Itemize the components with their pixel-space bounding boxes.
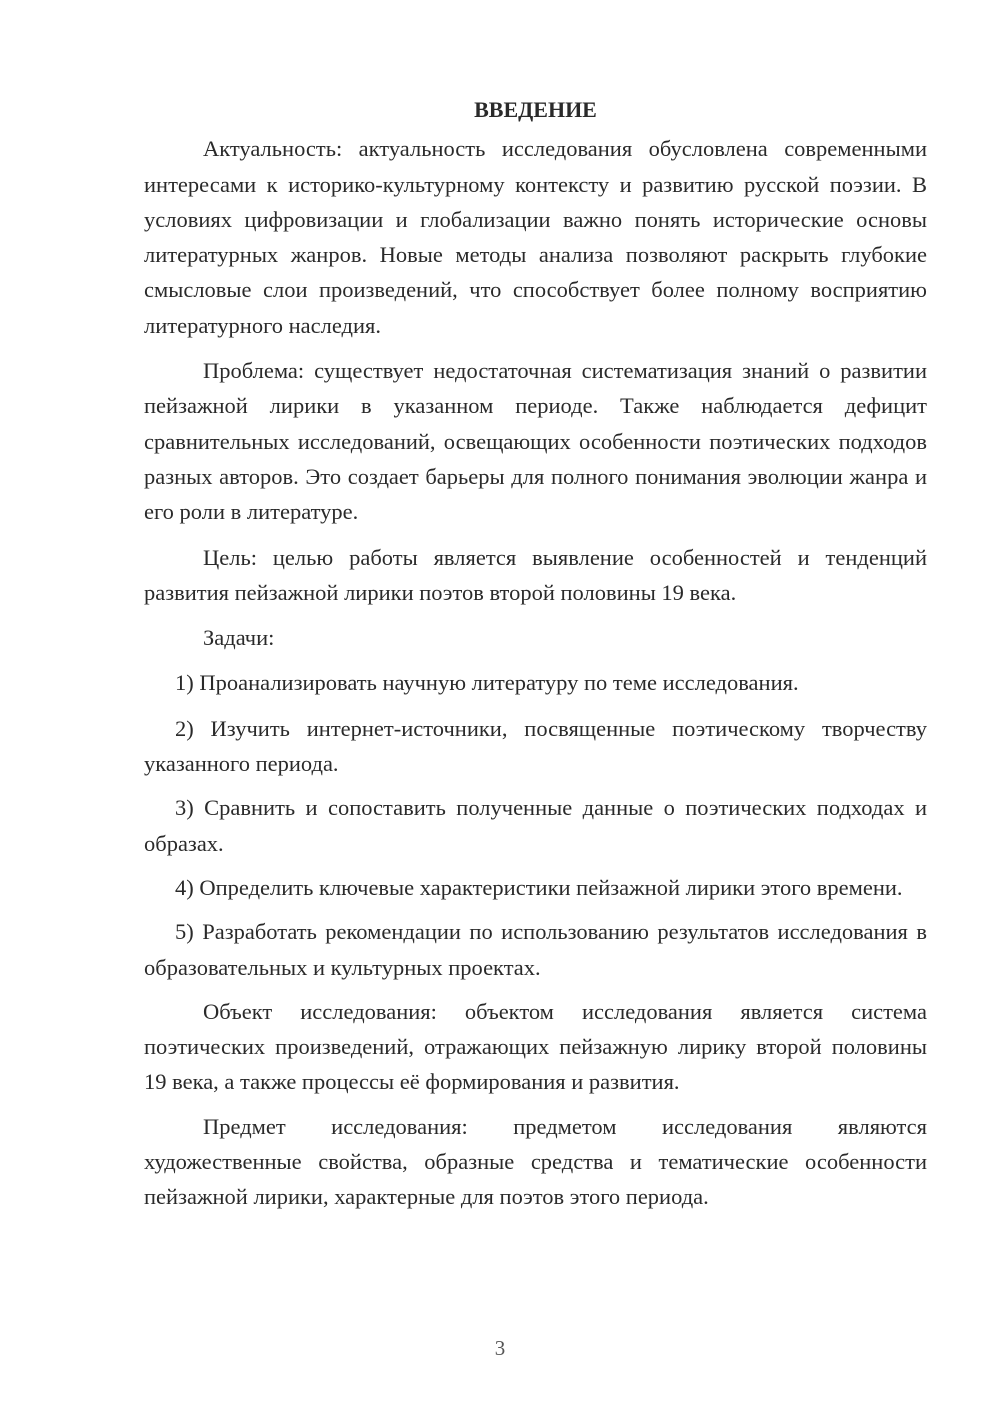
task-item: 5) Разработать рекомендации по использованию результатов исследования в образовательных и культурных проектах. [144, 919, 927, 980]
paragraph-object: Объект исследования: объектом исследования является система поэтических произведений, отражающих пейзажную лирику второй половины 19 века, а также процессы её формирования и развития. [144, 998, 927, 1095]
task-item: 2) Изучить интернет-источники, посвященные поэтическому творчеству указанного периода. [144, 715, 927, 777]
task-item: 3) Сравнить и сопоставить полученные данные о поэтических подходах и образах. [144, 795, 927, 856]
paragraph-problem: Проблема: существует недостаточная систематизация знаний о развитии пейзажной лирики в указанном периоде. Также наблюдается дефицит сравнительных исследований, освещающих особенности поэтических подходов разных авторов. Это создает барьеры для полного понимания эволюции жанра и его роли в литературе. [144, 358, 927, 525]
tasks-heading: Задачи: [203, 625, 275, 651]
task-item: 1) Проанализировать научную литературу по теме исследования. [175, 670, 799, 696]
task-item: 4) Определить ключевые характеристики пейзажной лирики этого времени. [175, 874, 903, 900]
paragraph-subject: Предмет исследования: предметом исследования являются художественные свойства, образные средства и тематические особенности пейзажной лирики, характерные для поэтов этого периода. [144, 1113, 927, 1210]
document-body [144, 92, 927, 1215]
page-title: ВВЕДЕНИЕ [474, 97, 597, 122]
page-number: 3 [494, 1336, 506, 1360]
paragraph-goal: Цель: целью работы является выявление особенностей и тенденций развития пейзажной лирики поэтов второй половины 19 века. [144, 544, 927, 605]
paragraph-relevance: Актуальность: актуальность исследования обусловлена современными интересами к историко-культурному контексту и развитию русской поэзии. В условиях цифровизации и глобализации важно понять исторические основы литературных жанров. Новые методы анализа позволяют раскрыть глубокие смысловые слои произведений, что способствует более полному восприятию литературного наследия. [144, 136, 927, 338]
